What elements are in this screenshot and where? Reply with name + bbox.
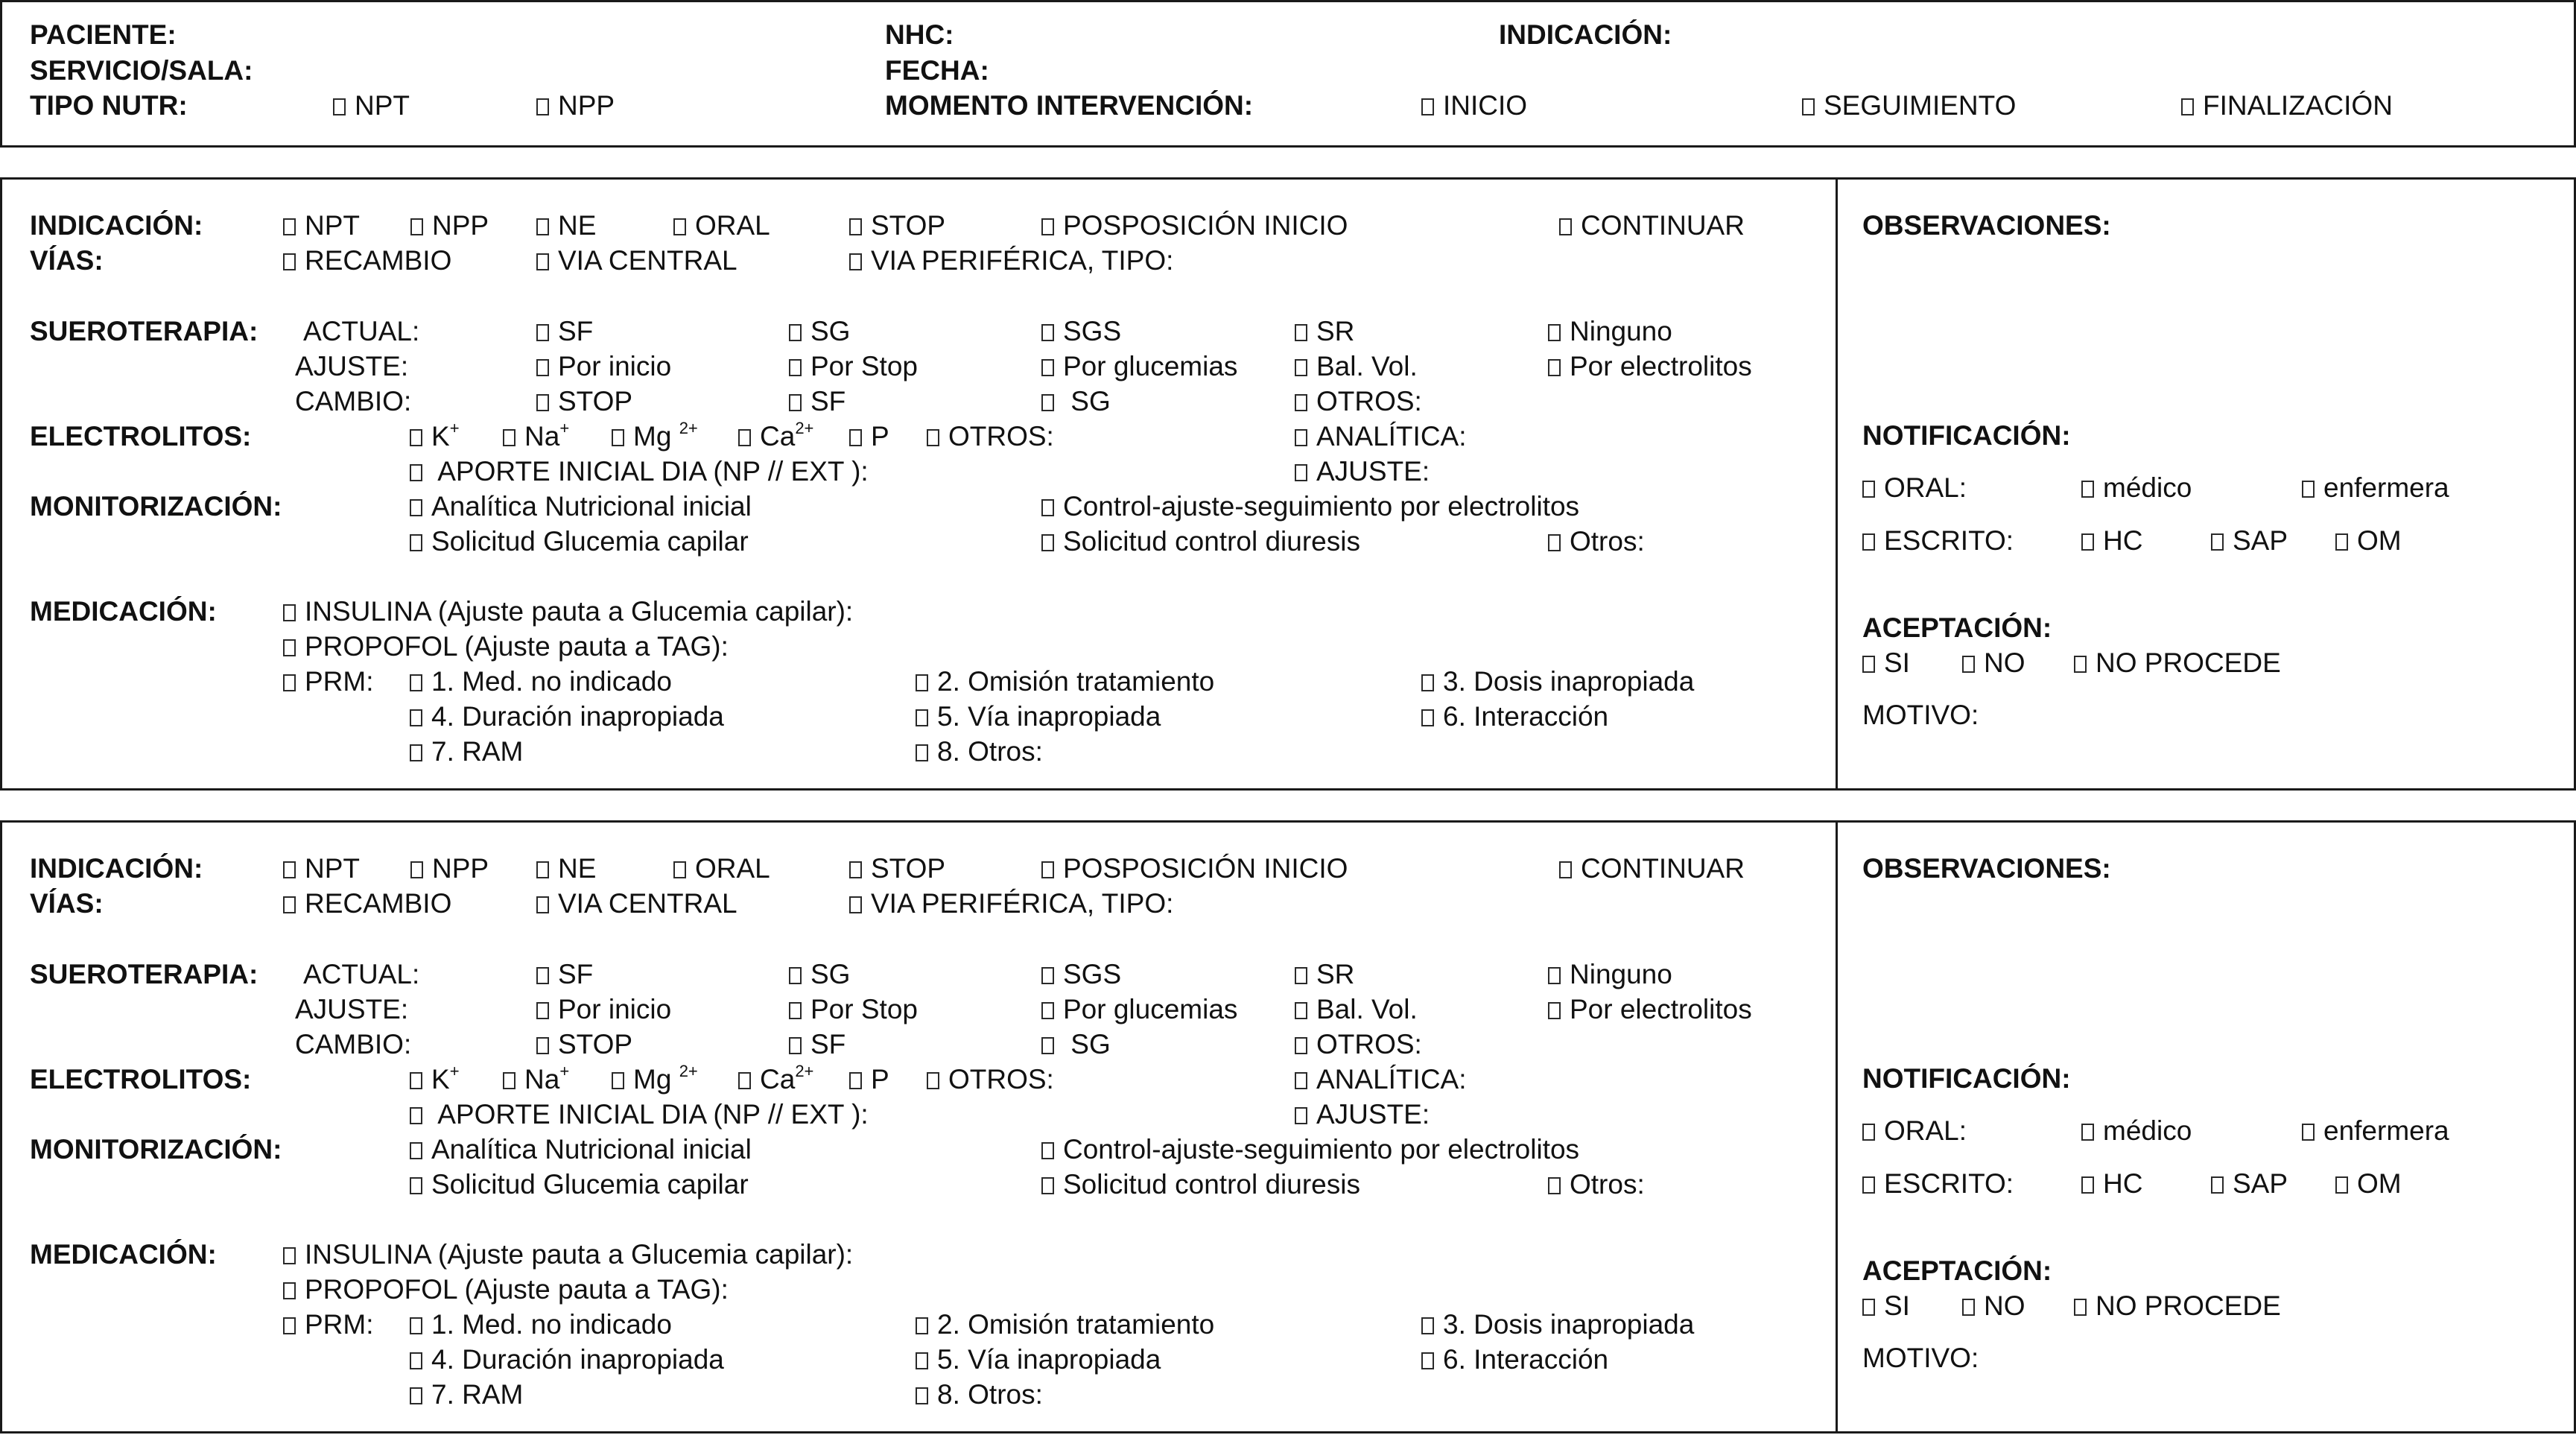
acept-si-option[interactable]: SI xyxy=(1862,1290,1910,1322)
checkbox[interactable] xyxy=(283,604,296,621)
indicacion-label: INDICACIÓN: xyxy=(30,210,203,241)
checkbox[interactable] xyxy=(410,1352,422,1369)
aceptacion-label: ACEPTACIÓN: xyxy=(1862,612,2052,643)
checkbox[interactable] xyxy=(2211,1176,2224,1194)
actual-sf-option[interactable]: SF xyxy=(536,315,593,348)
checkbox[interactable] xyxy=(1548,1002,1561,1019)
medicacion-label: MEDICACIÓN: xyxy=(30,1239,217,1270)
checkbox[interactable] xyxy=(2074,1299,2087,1316)
vias-periferica-option[interactable]: VIA PERIFÉRICA, TIPO: xyxy=(849,887,1173,920)
checkbox[interactable] xyxy=(283,896,296,913)
checkbox[interactable] xyxy=(2335,1176,2348,1194)
elec-p-option[interactable]: P xyxy=(849,420,889,453)
mon-control-option[interactable]: Control-ajuste-seguimiento por electrolitos xyxy=(1041,1133,1579,1166)
elec-na-option[interactable]: Na+ xyxy=(503,420,569,453)
checkbox[interactable] xyxy=(789,1037,802,1054)
checkbox[interactable] xyxy=(849,429,862,446)
actual-ninguno-option[interactable]: Ninguno xyxy=(1548,315,1672,348)
checkbox[interactable] xyxy=(1295,1037,1307,1054)
checkbox[interactable] xyxy=(536,896,549,913)
ind-ne-option[interactable]: NE xyxy=(536,209,596,242)
checkbox[interactable] xyxy=(283,861,296,878)
checkbox[interactable] xyxy=(916,1387,928,1404)
checkbox[interactable] xyxy=(1548,324,1561,341)
notif-medico-option[interactable]: médico xyxy=(2081,472,2192,504)
checkbox[interactable] xyxy=(410,709,422,726)
actual-label: ACTUAL: xyxy=(303,316,420,346)
checkbox[interactable] xyxy=(1421,709,1434,726)
cambio-sf-option[interactable]: SF xyxy=(789,1028,846,1061)
intervention-form-1 xyxy=(0,177,2576,791)
indicacion-label: INDICACIÓN: xyxy=(30,853,203,884)
vias-recambio-option[interactable]: RECAMBIO xyxy=(283,887,451,920)
prm-8-option[interactable]: 8. Otros: xyxy=(916,1378,1043,1411)
monitorizacion-label: MONITORIZACIÓN: xyxy=(30,491,282,522)
cambio-sf-option[interactable]: SF xyxy=(789,385,846,418)
checkbox[interactable] xyxy=(1295,1107,1307,1124)
prm-1-option[interactable]: 1. Med. no indicado xyxy=(410,665,672,698)
cambio-sg-option[interactable]: SG xyxy=(1041,1028,1111,1061)
ind-continuar-option[interactable]: CONTINUAR xyxy=(1559,852,1745,885)
ind-posposicion-option[interactable]: POSPOSICIÓN INICIO xyxy=(1041,852,1348,885)
elec-ajuste-option[interactable]: AJUSTE: xyxy=(1295,455,1430,488)
actual-sgs-option[interactable]: SGS xyxy=(1041,958,1121,991)
checkbox[interactable] xyxy=(927,429,939,446)
checkbox[interactable] xyxy=(410,499,422,516)
mon-otros-option[interactable]: Otros: xyxy=(1548,525,1645,558)
checkbox[interactable] xyxy=(789,394,802,411)
nhc-label: NHC: xyxy=(885,19,954,50)
elec-aporte-option[interactable]: APORTE INICIAL DIA (NP // EXT ): xyxy=(410,455,869,488)
prm-1-option[interactable]: 1. Med. no indicado xyxy=(410,1308,672,1341)
ajuste-por-electrolitos-option[interactable]: Por electrolitos xyxy=(1548,350,1752,383)
checkbox[interactable] xyxy=(1041,861,1054,878)
electrolitos-label: ELECTROLITOS: xyxy=(30,421,252,452)
checkbox[interactable] xyxy=(283,639,296,656)
acept-no-option[interactable]: NO xyxy=(1962,647,2025,680)
notificacion-label: NOTIFICACIÓN: xyxy=(1862,420,2071,451)
vias-central-option[interactable]: VIA CENTRAL xyxy=(536,887,737,920)
motivo-label: MOTIVO: xyxy=(1862,1343,1979,1373)
prm-2-option[interactable]: 2. Omisión tratamiento xyxy=(916,1308,1214,1341)
checkbox[interactable] xyxy=(2081,1176,2094,1194)
vias-label: VÍAS: xyxy=(30,245,104,276)
notif-hc-option[interactable]: HC xyxy=(2081,1168,2142,1200)
ind-npt-option[interactable]: NPT xyxy=(283,209,360,242)
checkbox[interactable] xyxy=(1862,1299,1875,1316)
checkbox[interactable] xyxy=(1041,324,1054,341)
momento-inicio-option[interactable]: INICIO xyxy=(1421,89,1527,122)
ind-npp-option[interactable]: NPP xyxy=(410,209,489,242)
med-prm-option[interactable]: PRM: xyxy=(283,665,374,698)
checkbox[interactable] xyxy=(1548,534,1561,551)
elec-otros-option[interactable]: OTROS: xyxy=(927,1063,1054,1096)
electrolitos-label: ELECTROLITOS: xyxy=(30,1064,252,1095)
actual-ninguno-option[interactable]: Ninguno xyxy=(1548,958,1672,991)
checkbox[interactable] xyxy=(849,896,862,913)
prm-5-option[interactable]: 5. Vía inapropiada xyxy=(916,1343,1161,1376)
checkbox[interactable] xyxy=(536,218,549,235)
checkbox[interactable] xyxy=(536,98,549,115)
cambio-sg-option[interactable]: SG xyxy=(1041,385,1111,418)
checkbox[interactable] xyxy=(2302,481,2315,498)
checkbox[interactable] xyxy=(1548,967,1561,984)
checkbox[interactable] xyxy=(916,744,928,761)
actual-sf-option[interactable]: SF xyxy=(536,958,593,991)
checkbox[interactable] xyxy=(1041,359,1054,376)
vias-recambio-option[interactable]: RECAMBIO xyxy=(283,244,451,277)
med-propofol-option[interactable]: PROPOFOL (Ajuste pauta a TAG): xyxy=(283,1273,729,1306)
notif-escrito-option[interactable]: ESCRITO: xyxy=(1862,525,2014,557)
ajuste-por-stop-option[interactable]: Por Stop xyxy=(789,993,918,1026)
checkbox[interactable] xyxy=(673,218,686,235)
checkbox[interactable] xyxy=(738,429,751,446)
checkbox[interactable] xyxy=(1862,481,1875,498)
checkbox[interactable] xyxy=(1548,1177,1561,1194)
checkbox[interactable] xyxy=(2081,533,2094,551)
checkbox[interactable] xyxy=(2181,98,2194,115)
acept-no-procede-option[interactable]: NO PROCEDE xyxy=(2074,1290,2281,1322)
checkbox[interactable] xyxy=(1295,464,1307,481)
checkbox[interactable] xyxy=(283,218,296,235)
momento-finalizacion-option[interactable]: FINALIZACIÓN xyxy=(2181,89,2393,122)
elec-k-option[interactable]: K+ xyxy=(410,420,460,453)
elec-p-option[interactable]: P xyxy=(849,1063,889,1096)
header-indicacion-label: INDICACIÓN: xyxy=(1499,19,1672,50)
checkbox[interactable] xyxy=(1041,394,1054,411)
prm-8-option[interactable]: 8. Otros: xyxy=(916,735,1043,768)
checkbox[interactable] xyxy=(1862,656,1875,673)
elec-na-option[interactable]: Na+ xyxy=(503,1063,569,1096)
ind-npt-option[interactable]: NPT xyxy=(283,852,360,885)
sueroterapia-label: SUEROTERAPIA: xyxy=(30,959,258,989)
fecha-label: FECHA: xyxy=(885,55,989,86)
checkbox[interactable] xyxy=(1295,1072,1307,1089)
checkbox[interactable] xyxy=(536,1002,549,1019)
med-propofol-option[interactable]: PROPOFOL (Ajuste pauta a TAG): xyxy=(283,630,729,663)
prm-6-option[interactable]: 6. Interacción xyxy=(1421,700,1608,733)
cambio-otros-option[interactable]: OTROS: xyxy=(1295,385,1422,418)
checkbox[interactable] xyxy=(849,218,862,235)
ind-stop-option[interactable]: STOP xyxy=(849,852,945,885)
checkbox[interactable] xyxy=(916,674,928,691)
prm-7-option[interactable]: 7. RAM xyxy=(410,1378,523,1411)
checkbox[interactable] xyxy=(283,1317,296,1334)
checkbox[interactable] xyxy=(1041,218,1054,235)
actual-sr-option[interactable]: SR xyxy=(1295,958,1354,991)
intervention-form-2 xyxy=(0,820,2576,1434)
elec-ca-option[interactable]: $Ca^{2+}$ xyxy=(738,1063,813,1096)
checkbox[interactable] xyxy=(536,861,549,878)
checkbox[interactable] xyxy=(1295,429,1307,446)
checkbox[interactable] xyxy=(1559,861,1572,878)
checkbox[interactable] xyxy=(1295,359,1307,376)
notif-sap-option[interactable]: SAP xyxy=(2211,525,2288,557)
checkbox[interactable] xyxy=(789,359,802,376)
checkbox[interactable] xyxy=(673,861,686,878)
checkbox[interactable] xyxy=(1041,534,1054,551)
checkbox[interactable] xyxy=(1295,1002,1307,1019)
notif-medico-option[interactable]: médico xyxy=(2081,1115,2192,1147)
elec-mg-option[interactable]: Mg $^{2+}$ xyxy=(612,1063,698,1096)
checkbox[interactable] xyxy=(283,1282,296,1299)
elec-analitica-option[interactable]: ANALÍTICA: xyxy=(1295,420,1467,453)
notificacion-label: NOTIFICACIÓN: xyxy=(1862,1063,2071,1094)
checkbox[interactable] xyxy=(536,967,549,984)
ajuste-por-stop-option[interactable]: Por Stop xyxy=(789,350,918,383)
cambio-label: CAMBIO: xyxy=(295,1029,412,1059)
prm-3-option[interactable]: 3. Dosis inapropiada xyxy=(1421,1308,1694,1341)
checkbox[interactable] xyxy=(536,324,549,341)
actual-sg-option[interactable]: SG xyxy=(789,315,850,348)
checkbox[interactable] xyxy=(410,744,422,761)
checkbox[interactable] xyxy=(410,1142,422,1159)
checkbox[interactable] xyxy=(849,253,862,270)
checkbox[interactable] xyxy=(849,1072,862,1089)
notif-oral-option[interactable]: ORAL: xyxy=(1862,472,1967,504)
notif-enfermera-option[interactable]: enfermera xyxy=(2302,1115,2449,1147)
actual-sr-option[interactable]: SR xyxy=(1295,315,1354,348)
actual-sgs-option[interactable]: SGS xyxy=(1041,315,1121,348)
checkbox[interactable] xyxy=(789,1002,802,1019)
checkbox[interactable] xyxy=(927,1072,939,1089)
med-insulina-option[interactable]: INSULINA (Ajuste pauta a Glucemia capilar): xyxy=(283,1238,853,1271)
checkbox[interactable] xyxy=(1802,98,1815,115)
mon-otros-option[interactable]: Otros: xyxy=(1548,1168,1645,1201)
checkbox[interactable] xyxy=(1041,1142,1054,1159)
monitorizacion-label: MONITORIZACIÓN: xyxy=(30,1134,282,1165)
mon-diuresis-option[interactable]: Solicitud control diuresis xyxy=(1041,525,1360,558)
elec-k-option[interactable]: K+ xyxy=(410,1063,460,1096)
checkbox[interactable] xyxy=(2081,1124,2094,1141)
notif-om-option[interactable]: OM xyxy=(2335,1168,2402,1200)
ajuste-label: AJUSTE: xyxy=(295,351,409,381)
checkbox[interactable] xyxy=(1421,674,1434,691)
cambio-otros-option[interactable]: OTROS: xyxy=(1295,1028,1422,1061)
checkbox[interactable] xyxy=(536,394,549,411)
checkbox[interactable] xyxy=(410,861,423,878)
checkbox[interactable] xyxy=(916,709,928,726)
mon-diuresis-option[interactable]: Solicitud control diuresis xyxy=(1041,1168,1360,1201)
checkbox[interactable] xyxy=(410,1387,422,1404)
checkbox[interactable] xyxy=(1862,1176,1875,1194)
ajuste-por-inicio-option[interactable]: Por inicio xyxy=(536,350,671,383)
notif-escrito-option[interactable]: ESCRITO: xyxy=(1862,1168,2014,1200)
med-insulina-option[interactable]: INSULINA (Ajuste pauta a Glucemia capilar): xyxy=(283,595,853,628)
servicio-label: SERVICIO/SALA: xyxy=(30,55,253,86)
checkbox[interactable] xyxy=(1295,324,1307,341)
checkbox[interactable] xyxy=(849,861,862,878)
ind-posposicion-option[interactable]: POSPOSICIÓN INICIO xyxy=(1041,209,1348,242)
notif-enfermera-option[interactable]: enfermera xyxy=(2302,472,2449,504)
checkbox[interactable] xyxy=(2074,656,2087,673)
checkbox[interactable] xyxy=(1041,1177,1054,1194)
mon-analitica-option[interactable]: Analítica Nutricional inicial xyxy=(410,1133,752,1166)
elec-ajuste-option[interactable]: AJUSTE: xyxy=(1295,1098,1430,1131)
tipo-npp-option[interactable]: NPP xyxy=(536,89,615,122)
mon-analitica-option[interactable]: Analítica Nutricional inicial xyxy=(410,490,752,523)
ajuste-por-electrolitos-option[interactable]: Por electrolitos xyxy=(1548,993,1752,1026)
checkbox[interactable] xyxy=(1862,533,1875,551)
sueroterapia-label: SUEROTERAPIA: xyxy=(30,316,258,346)
tipo-nutr-label: TIPO NUTR: xyxy=(30,90,188,121)
checkbox[interactable] xyxy=(536,1037,549,1054)
ajuste-por-glucemias-option[interactable]: Por glucemias xyxy=(1041,993,1237,1026)
vias-label: VÍAS: xyxy=(30,888,104,919)
elec-analitica-option[interactable]: ANALÍTICA: xyxy=(1295,1063,1467,1096)
patient-header xyxy=(0,0,2576,148)
ind-npp-option[interactable]: NPP xyxy=(410,852,489,885)
ajuste-bal-vol-option[interactable]: Bal. Vol. xyxy=(1295,993,1418,1026)
checkbox[interactable] xyxy=(612,1072,624,1089)
mon-glucemia-option[interactable]: Solicitud Glucemia capilar xyxy=(410,525,749,558)
checkbox[interactable] xyxy=(410,218,423,235)
prm-4-option[interactable]: 4. Duración inapropiada xyxy=(410,1343,724,1376)
observaciones-label: OBSERVACIONES: xyxy=(1862,853,2111,884)
checkbox[interactable] xyxy=(612,429,624,446)
prm-5-option[interactable]: 5. Vía inapropiada xyxy=(916,700,1161,733)
checkbox[interactable] xyxy=(410,674,422,691)
notif-om-option[interactable]: OM xyxy=(2335,525,2402,557)
ajuste-por-glucemias-option[interactable]: Por glucemias xyxy=(1041,350,1237,383)
checkbox[interactable] xyxy=(410,1107,422,1124)
checkbox[interactable] xyxy=(1421,98,1434,115)
checkbox[interactable] xyxy=(1041,499,1054,516)
checkbox[interactable] xyxy=(738,1072,751,1089)
checkbox[interactable] xyxy=(1421,1352,1434,1369)
checkbox[interactable] xyxy=(410,464,422,481)
actual-label: ACTUAL: xyxy=(303,959,420,989)
checkbox[interactable] xyxy=(2211,533,2224,551)
checkbox[interactable] xyxy=(536,359,549,376)
elec-mg-option[interactable]: Mg $^{2+}$ xyxy=(612,420,698,453)
vias-central-option[interactable]: VIA CENTRAL xyxy=(536,244,737,277)
column-divider xyxy=(1836,180,1838,788)
aceptacion-label: ACEPTACIÓN: xyxy=(1862,1255,2052,1286)
checkbox[interactable] xyxy=(916,1317,928,1334)
prm-4-option[interactable]: 4. Duración inapropiada xyxy=(410,700,724,733)
checkbox[interactable] xyxy=(283,1247,296,1264)
checkbox[interactable] xyxy=(2302,1124,2315,1141)
checkbox[interactable] xyxy=(916,1352,928,1369)
checkbox[interactable] xyxy=(1295,394,1307,411)
cambio-stop-option[interactable]: STOP xyxy=(536,385,632,418)
ajuste-label: AJUSTE: xyxy=(295,994,409,1024)
momento-label: MOMENTO INTERVENCIÓN: xyxy=(885,90,1254,121)
acept-no-option[interactable]: NO xyxy=(1962,1290,2025,1322)
medicacion-label: MEDICACIÓN: xyxy=(30,596,217,627)
checkbox[interactable] xyxy=(1041,1037,1054,1054)
checkbox[interactable] xyxy=(1548,359,1561,376)
acept-no-procede-option[interactable]: NO PROCEDE xyxy=(2074,647,2281,680)
elec-ca-option[interactable]: $Ca^{2+}$ xyxy=(738,420,813,453)
checkbox[interactable] xyxy=(536,253,549,270)
ind-oral-option[interactable]: ORAL xyxy=(673,209,770,242)
checkbox[interactable] xyxy=(789,324,802,341)
cambio-stop-option[interactable]: STOP xyxy=(536,1028,632,1061)
checkbox[interactable] xyxy=(503,429,515,446)
checkbox[interactable] xyxy=(1041,1002,1054,1019)
notif-oral-option[interactable]: ORAL: xyxy=(1862,1115,1967,1147)
med-prm-option[interactable]: PRM: xyxy=(283,1308,374,1341)
checkbox[interactable] xyxy=(283,253,296,270)
checkbox[interactable] xyxy=(333,98,346,115)
checkbox[interactable] xyxy=(1559,218,1572,235)
ind-ne-option[interactable]: NE xyxy=(536,852,596,885)
checkbox[interactable] xyxy=(1421,1317,1434,1334)
vias-periferica-option[interactable]: VIA PERIFÉRICA, TIPO: xyxy=(849,244,1173,277)
checkbox[interactable] xyxy=(2081,481,2094,498)
checkbox[interactable] xyxy=(410,1317,422,1334)
column-divider xyxy=(1836,823,1838,1431)
prm-7-option[interactable]: 7. RAM xyxy=(410,735,523,768)
paciente-label: PACIENTE: xyxy=(30,19,177,50)
mon-control-option[interactable]: Control-ajuste-seguimiento por electrolitos xyxy=(1041,490,1579,523)
cambio-label: CAMBIO: xyxy=(295,386,412,416)
checkbox[interactable] xyxy=(2335,533,2348,551)
elec-otros-option[interactable]: OTROS: xyxy=(927,420,1054,453)
actual-sg-option[interactable]: SG xyxy=(789,958,850,991)
ind-oral-option[interactable]: ORAL xyxy=(673,852,770,885)
checkbox[interactable] xyxy=(1041,967,1054,984)
checkbox[interactable] xyxy=(789,967,802,984)
elec-aporte-option[interactable]: APORTE INICIAL DIA (NP // EXT ): xyxy=(410,1098,869,1131)
ind-stop-option[interactable]: STOP xyxy=(849,209,945,242)
checkbox[interactable] xyxy=(410,1072,422,1089)
momento-seguimiento-option[interactable]: SEGUIMIENTO xyxy=(1802,89,2016,122)
checkbox[interactable] xyxy=(1962,1299,1975,1316)
checkbox[interactable] xyxy=(410,1177,422,1194)
checkbox[interactable] xyxy=(1962,656,1975,673)
prm-3-option[interactable]: 3. Dosis inapropiada xyxy=(1421,665,1694,698)
checkbox[interactable] xyxy=(1295,967,1307,984)
prm-6-option[interactable]: 6. Interacción xyxy=(1421,1343,1608,1376)
ind-continuar-option[interactable]: CONTINUAR xyxy=(1559,209,1745,242)
checkbox[interactable] xyxy=(283,674,296,691)
checkbox[interactable] xyxy=(503,1072,515,1089)
ajuste-por-inicio-option[interactable]: Por inicio xyxy=(536,993,671,1026)
tipo-npt-option[interactable]: NPT xyxy=(333,89,410,122)
checkbox[interactable] xyxy=(410,429,422,446)
prm-2-option[interactable]: 2. Omisión tratamiento xyxy=(916,665,1214,698)
checkbox[interactable] xyxy=(1862,1124,1875,1141)
mon-glucemia-option[interactable]: Solicitud Glucemia capilar xyxy=(410,1168,749,1201)
ajuste-bal-vol-option[interactable]: Bal. Vol. xyxy=(1295,350,1418,383)
observaciones-label: OBSERVACIONES: xyxy=(1862,210,2111,241)
notif-hc-option[interactable]: HC xyxy=(2081,525,2142,557)
motivo-label: MOTIVO: xyxy=(1862,700,1979,730)
notif-sap-option[interactable]: SAP xyxy=(2211,1168,2288,1200)
acept-si-option[interactable]: SI xyxy=(1862,647,1910,680)
checkbox[interactable] xyxy=(410,534,422,551)
